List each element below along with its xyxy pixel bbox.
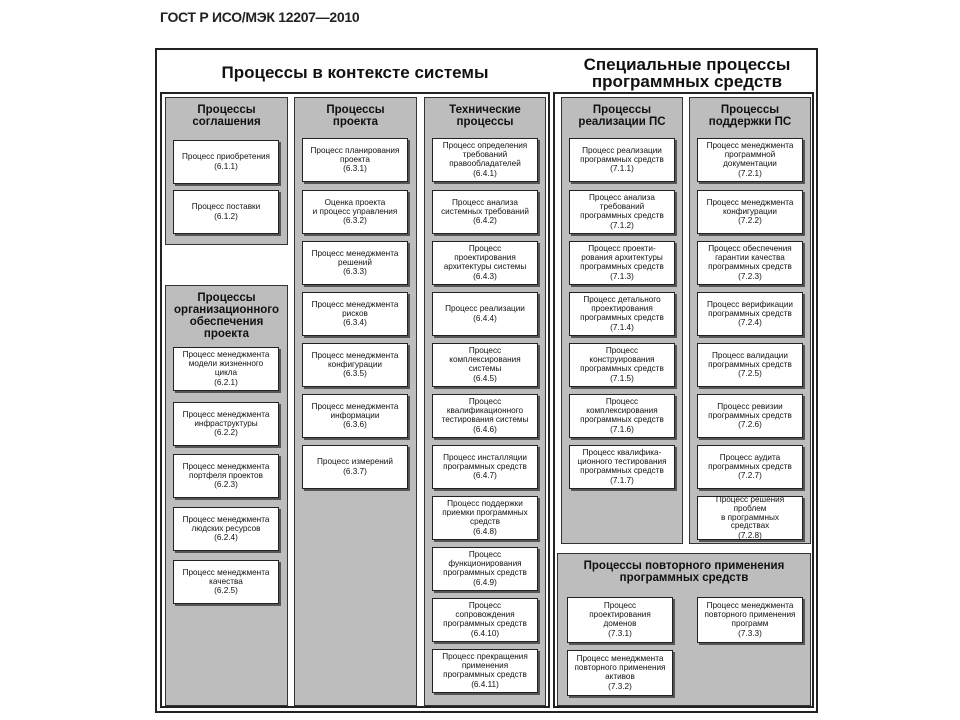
process-name: Процесс квалификационного тестирования системы	[441, 397, 529, 424]
process-name: Процесс менеджмента модели жизненного цикла	[182, 350, 270, 377]
process-code: (6.2.2)	[214, 428, 238, 438]
process-box	[432, 496, 538, 540]
process-name: Процесс проекти- рования архитектуры программных средств	[580, 244, 664, 271]
process-code: (7.1.7)	[610, 475, 634, 485]
process-name: Процесс менеджмента программной документации	[706, 141, 794, 168]
group-title-org: Процессы организационного обеспечения проекта	[174, 292, 279, 340]
process-box	[302, 445, 408, 489]
process-box	[173, 140, 279, 184]
process-name: Процесс сопровождения программных средств	[443, 601, 527, 628]
process-name: Процесс верификации программных средств	[706, 299, 793, 318]
process-name: Процесс менеджмента людских ресурсов	[182, 514, 270, 533]
process-code: (6.4.8)	[473, 526, 497, 536]
process-box	[697, 292, 803, 336]
process-box	[432, 394, 538, 438]
process-name: Процесс решения проблем в программных средствах	[715, 494, 785, 531]
process-box	[697, 496, 803, 540]
process-box	[302, 292, 408, 336]
process-box	[697, 445, 803, 489]
software-specific-title: Специальные процессы программных средств	[583, 55, 791, 91]
process-box	[697, 190, 803, 234]
group-title-implementation: Процессы реализации ПС	[578, 104, 666, 128]
process-box	[697, 597, 803, 643]
process-box	[569, 394, 675, 438]
process-box	[173, 560, 279, 604]
process-name: Процесс комплексирования системы	[449, 346, 521, 373]
process-code: (6.3.5)	[343, 369, 367, 379]
process-box	[697, 394, 803, 438]
process-box	[569, 343, 675, 387]
group-title-reuse: Процессы повторного применения программных средств	[583, 560, 785, 584]
process-code: (7.2.4)	[738, 318, 762, 328]
system-context-title: Процессы в контексте системы	[221, 63, 489, 82]
process-box	[173, 507, 279, 551]
process-box	[302, 190, 408, 234]
group-title-agreement: Процессы соглашения	[192, 104, 261, 128]
process-code: (6.4.3)	[473, 271, 497, 281]
process-name: Процесс функционирования программных средств	[443, 550, 527, 577]
process-code: (6.3.3)	[343, 267, 367, 277]
process-code: (7.1.6)	[610, 424, 634, 434]
process-box	[567, 650, 673, 696]
process-name: Процесс конструирования программных средств	[580, 346, 664, 373]
process-box	[697, 343, 803, 387]
process-name: Процесс анализа требований программных средств	[580, 193, 664, 220]
process-name: Процесс комплексирования программных средств	[580, 397, 664, 424]
process-name: Процесс проектирования архитектуры системы	[443, 244, 527, 271]
process-name: Процесс менеджмента инфраструктуры	[182, 409, 270, 428]
process-code: (6.4.11)	[471, 679, 499, 689]
process-box	[302, 343, 408, 387]
process-code: (6.4.9)	[473, 577, 497, 587]
process-code: (6.3.1)	[343, 164, 367, 174]
process-code: (7.1.3)	[610, 271, 634, 281]
process-box	[697, 241, 803, 285]
process-name: Процесс менеджмента конфигурации	[706, 197, 794, 216]
process-box	[173, 347, 279, 391]
process-code: (7.1.4)	[610, 322, 634, 332]
process-code: (7.2.7)	[738, 471, 762, 481]
process-code: (7.1.2)	[610, 220, 634, 230]
process-name: Процесс анализа системных требований	[441, 197, 529, 216]
process-box	[432, 649, 538, 693]
process-code: (6.2.1)	[214, 377, 238, 387]
process-code: (6.4.2)	[473, 216, 497, 226]
process-box	[302, 241, 408, 285]
process-box	[432, 547, 538, 591]
process-code: (7.3.2)	[608, 681, 632, 691]
process-name: Процесс менеджмента повторного применения программ	[704, 601, 796, 628]
process-name: Процесс квалифика- ционного тестирования программных средств	[577, 448, 667, 475]
process-box	[569, 292, 675, 336]
process-box	[432, 445, 538, 489]
process-code: (7.2.8)	[738, 531, 762, 541]
process-name: Процесс аудита программных средств	[708, 452, 792, 471]
process-box	[173, 190, 279, 234]
process-name: Процесс проектирования доменов	[589, 601, 651, 628]
process-name: Процесс менеджмента конфигурации	[311, 350, 399, 369]
process-box	[432, 138, 538, 182]
process-code: (6.3.7)	[343, 466, 367, 476]
group-title-technical: Технические процессы	[449, 104, 521, 128]
process-name: Процесс менеджмента качества	[182, 567, 270, 586]
process-name: Процесс определения требований правообладателей	[442, 141, 528, 168]
process-box	[432, 292, 538, 336]
process-name: Процесс менеджмента повторного применения активов	[574, 654, 666, 681]
process-box	[432, 190, 538, 234]
process-code: (6.4.10)	[470, 628, 500, 638]
process-name: Процесс менеджмента информации	[311, 401, 399, 420]
process-box	[173, 454, 279, 498]
process-code: (7.2.3)	[738, 271, 762, 281]
process-box	[567, 597, 673, 643]
process-code: (7.1.5)	[610, 373, 634, 383]
process-box	[697, 138, 803, 182]
process-box	[432, 343, 538, 387]
process-name: Процесс планирования проекта	[310, 145, 400, 164]
group-title-project: Процессы проекта	[326, 104, 385, 128]
process-box	[569, 190, 675, 234]
process-box	[302, 394, 408, 438]
process-code: (6.4.5)	[473, 373, 497, 383]
process-box	[569, 241, 675, 285]
process-code: (7.2.6)	[738, 420, 762, 430]
process-code: (7.3.1)	[608, 628, 632, 638]
process-code: (6.4.1)	[473, 168, 497, 178]
process-name: Процесс инсталляции программных средств	[443, 452, 527, 471]
process-name: Процесс ревизии программных средств	[708, 401, 792, 420]
process-code: (6.2.4)	[214, 533, 238, 543]
process-code: (7.3.3)	[738, 628, 762, 638]
process-name: Процесс менеджмента рисков	[311, 299, 399, 318]
process-box	[173, 402, 279, 446]
process-name: Процесс поддержки приемки программных средств	[442, 499, 528, 526]
process-code: (6.3.6)	[343, 420, 367, 430]
process-code: (7.1.1)	[610, 164, 634, 174]
process-code: (6.2.3)	[214, 480, 238, 490]
process-name: Процесс обеспечения гарантии качества программных средств	[708, 244, 792, 271]
process-code: (6.1.1)	[214, 161, 238, 171]
process-code: (6.3.4)	[343, 318, 367, 328]
process-name: Процесс приобретения	[182, 152, 270, 162]
process-code: (6.3.2)	[343, 216, 367, 226]
process-code: (6.4.4)	[473, 313, 497, 323]
process-name: Процесс менеджмента портфеля проектов	[182, 461, 270, 480]
process-code: (6.2.5)	[214, 586, 238, 596]
process-name: Оценка проекта и процесс управления	[312, 197, 398, 216]
process-name: Процесс валидации программных средств	[708, 350, 792, 369]
process-name: Процесс детального проектирования программных средств	[580, 295, 664, 322]
process-name: Процесс реализации	[445, 304, 525, 314]
process-code: (7.2.2)	[738, 216, 762, 226]
process-name: Процесс измерений	[317, 457, 393, 467]
process-box	[569, 445, 675, 489]
process-box	[432, 241, 538, 285]
group-title-support: Процессы поддержки ПС	[708, 104, 792, 128]
process-code: (6.4.7)	[473, 471, 497, 481]
document-header: ГОСТ Р ИСО/МЭК 12207—2010	[160, 9, 360, 25]
process-code: (7.2.5)	[738, 369, 762, 379]
process-name: Процесс поставки	[191, 202, 261, 212]
process-name: Процесс реализации программных средств	[580, 145, 664, 164]
process-name: Процесс прекращения применения программных средств	[442, 652, 528, 679]
process-box	[569, 138, 675, 182]
process-code: (6.4.6)	[473, 424, 497, 434]
process-box	[432, 598, 538, 642]
process-name: Процесс менеджмента решений	[311, 248, 399, 267]
process-code: (6.1.2)	[214, 211, 238, 221]
process-code: (7.2.1)	[738, 168, 762, 178]
process-box	[302, 138, 408, 182]
